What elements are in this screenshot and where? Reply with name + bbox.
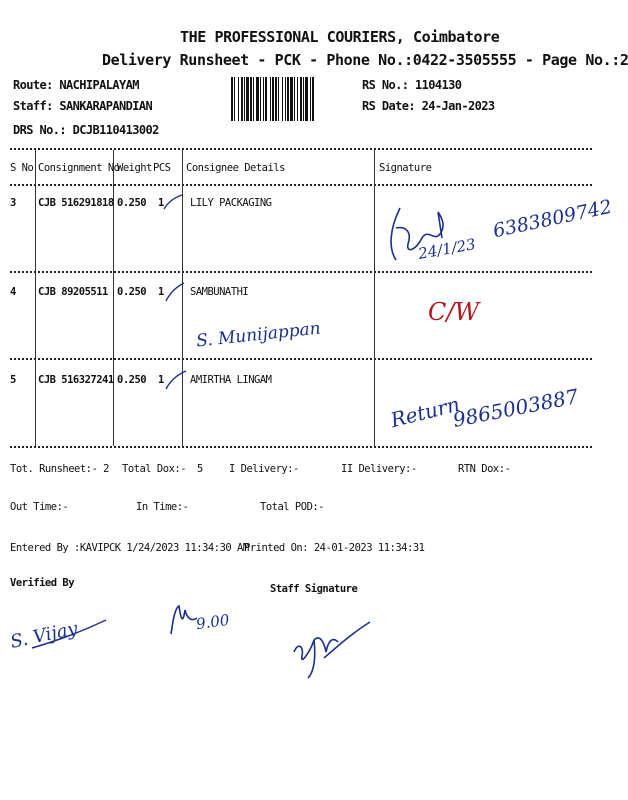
table-row-consignment: CJB 89205511	[38, 286, 108, 298]
i-delivery: I Delivery:-	[229, 463, 299, 475]
table-row-consignment: CJB 516327241	[38, 374, 114, 386]
column-divider	[35, 150, 36, 446]
total-dox-label: Total Dox:-	[122, 463, 187, 475]
out-time: Out Time:-	[10, 501, 69, 513]
rtn-dox: RTN Dox:-	[458, 463, 511, 475]
return-phone: 9865003887	[450, 384, 581, 432]
runsheet-subtitle: Delivery Runsheet - PCK - Phone No.:0422-3505555 - Page No.:2	[102, 51, 628, 69]
ii-delivery: II Delivery:-	[341, 463, 417, 475]
table-bottom-rule	[10, 446, 592, 448]
table-row-sno: 4	[10, 286, 16, 298]
column-divider	[113, 150, 114, 446]
verified-by-label: Verified By	[10, 577, 75, 589]
document-title: THE PROFESSIONAL COURIERS, Coimbatore	[180, 28, 500, 46]
table-row-weight: 0.250	[117, 374, 147, 386]
table-row-consignee: LILY PACKAGING	[190, 197, 272, 209]
verifier-underline	[30, 614, 110, 654]
header-rule	[10, 184, 592, 186]
in-time: In Time:-	[136, 501, 189, 513]
col-header-sno: S No	[10, 162, 34, 174]
table-row-consignment: CJB 516291818	[38, 197, 114, 209]
total-pod: Total POD:-	[260, 501, 325, 513]
rs-number: RS No.: 1104130	[362, 78, 462, 92]
drs-number: DRS No.: DCJB110413002	[13, 123, 159, 137]
printed-on: Printed On: 24-01-2023 11:34:31	[244, 542, 425, 554]
tick-marks	[160, 185, 200, 395]
table-row-sno: 3	[10, 197, 16, 209]
staff-label: Staff: SANKARAPANDIAN	[13, 99, 153, 113]
staff-signature-scribble	[284, 612, 374, 682]
row-rule	[10, 358, 592, 360]
receiver-name-handwritten: S. Munijappan	[195, 318, 322, 352]
table-row-pcs: 1	[158, 286, 164, 298]
verifier-signature: S. Vijay	[8, 618, 80, 653]
row-rule	[10, 271, 592, 273]
col-header-consignee: Consignee Details	[186, 162, 285, 174]
table-top-rule	[10, 148, 592, 150]
table-row-weight: 0.250	[117, 286, 147, 298]
entered-by: Entered By :KAVIPCK 1/24/2023 11:34:30 AM	[10, 542, 249, 554]
col-header-pcs: PCS	[153, 162, 171, 174]
staff-signature-label: Staff Signature	[270, 583, 358, 595]
signature-phone: 6383809742	[491, 195, 614, 243]
table-row-sno: 5	[10, 374, 16, 386]
rs-date: RS Date: 24-Jan-2023	[362, 99, 495, 113]
time-note: 9.00	[194, 610, 231, 634]
barcode-image	[230, 77, 354, 121]
col-header-signature: Signature	[379, 162, 432, 174]
table-row-consignee: SAMBUNATHI	[190, 286, 249, 298]
signature-date: 24/1/23	[416, 235, 477, 263]
route-label: Route: NACHIPALAYAM	[13, 78, 139, 92]
total-runsheet: Tot. Runsheet:- 2	[10, 463, 109, 475]
col-header-weight: Weight	[117, 162, 152, 174]
table-row-pcs: 1	[158, 374, 164, 386]
column-divider	[374, 150, 375, 446]
table-row-consignee: AMIRTHA LINGAM	[190, 374, 272, 386]
cw-mark: C/W	[428, 298, 480, 326]
return-note: Return	[388, 391, 463, 433]
table-row-pcs: 1	[158, 197, 164, 209]
col-header-consignment: Consignment No	[38, 162, 120, 174]
total-dox-value: 5	[197, 463, 203, 475]
table-row-weight: 0.250	[117, 197, 147, 209]
